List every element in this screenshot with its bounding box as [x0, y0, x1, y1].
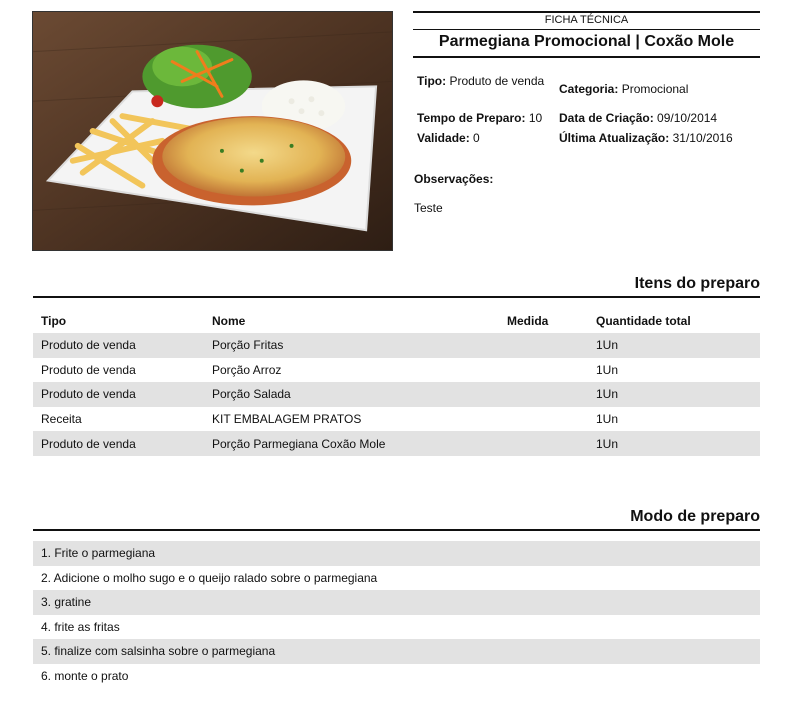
cell-nome: Porção Salada [204, 382, 499, 407]
meta-categoria-value: Promocional [621, 82, 689, 96]
itens-section-title: Itens do preparo [634, 275, 760, 292]
meta-categoria-label: Categoria: [559, 82, 619, 96]
header-kicker: FICHA TÉCNICA [544, 14, 629, 26]
page-title: Parmegiana Promocional | Coxão Mole [438, 33, 735, 50]
cell-quantidade: 1Un [588, 382, 760, 407]
meta-atualizacao-value: 31/10/2016 [672, 131, 733, 145]
steps-list [33, 541, 760, 689]
meta-ultima-atualizacao [559, 130, 759, 146]
meta-criacao-value: 09/10/2014 [657, 111, 718, 125]
meta-validade-value: 0 [473, 131, 480, 145]
col-nome: Nome [212, 314, 246, 328]
cell-nome: Porção Fritas [204, 333, 499, 358]
itens-header-row [33, 309, 760, 333]
cell-quantidade: 1Un [596, 412, 619, 427]
meta-atualizacao-label: Última Atualização: [559, 131, 670, 145]
list-item: 5. finalize com salsinha sobre o parmegiana [33, 639, 760, 664]
list-item: 3. gratine [33, 590, 760, 615]
cell-medida [499, 431, 588, 456]
list-item: 4. frite as fritas [41, 619, 120, 634]
list-item: 1. Frite o parmegiana [33, 541, 760, 566]
cell-medida [499, 407, 588, 432]
itens-table [33, 309, 760, 456]
cell-tipo: Produto de venda [33, 382, 204, 407]
observacoes-text: Teste [414, 201, 443, 215]
cell-nome: KIT EMBALAGEM PRATOS [212, 412, 362, 427]
table-row [33, 358, 760, 383]
meta-categoria [559, 81, 759, 97]
cell-tipo: Produto de venda [33, 431, 204, 456]
dish-photo [32, 11, 393, 251]
cell-tipo: Receita [41, 412, 82, 427]
cell-quantidade: 1Un [588, 333, 760, 358]
meta-tipo-label: Tipo: [417, 74, 447, 88]
observacoes-label: Observações: [414, 172, 494, 186]
list-item: 2. Adicione o molho sugo e o queijo ralado sobre o parmegiana [41, 570, 378, 585]
modo-section-rule [33, 529, 760, 531]
header-top-rule [413, 11, 760, 13]
meta-tempo-value: 10 [528, 111, 543, 125]
meta-tempo-preparo [417, 110, 562, 126]
dish-photo-icon [33, 12, 392, 250]
meta-validade [417, 130, 557, 146]
table-row [33, 431, 760, 456]
col-quantidade: Quantidade total [596, 314, 691, 328]
table-row [33, 333, 760, 358]
cell-tipo: Produto de venda [41, 362, 136, 377]
meta-tempo-label: Tempo de Preparo: [417, 111, 526, 125]
meta-data-criacao [559, 110, 759, 126]
col-medida: Medida [507, 314, 549, 328]
cell-quantidade: 1Un [588, 431, 760, 456]
col-tipo: Tipo [41, 314, 67, 328]
table-row [33, 382, 760, 407]
meta-tipo-value: Produto de venda [449, 74, 545, 88]
cell-nome: Porção Parmegiana Coxão Mole [204, 431, 499, 456]
modo-section-title: Modo de preparo [630, 508, 760, 525]
header-mid-rule [413, 29, 760, 30]
meta-criacao-label: Data de Criação: [559, 111, 654, 125]
cell-medida [499, 333, 588, 358]
cell-medida [499, 382, 588, 407]
header-bottom-rule [413, 56, 760, 58]
list-item: 6. monte o prato [41, 668, 129, 683]
cell-quantidade: 1Un [596, 362, 619, 377]
itens-section-rule [33, 296, 760, 298]
table-row [33, 407, 760, 432]
meta-tipo [417, 73, 547, 89]
meta-validade-label: Validade: [417, 131, 470, 145]
cell-medida [499, 358, 588, 383]
cell-nome: Porção Arroz [212, 362, 282, 377]
cell-tipo: Produto de venda [33, 333, 204, 358]
